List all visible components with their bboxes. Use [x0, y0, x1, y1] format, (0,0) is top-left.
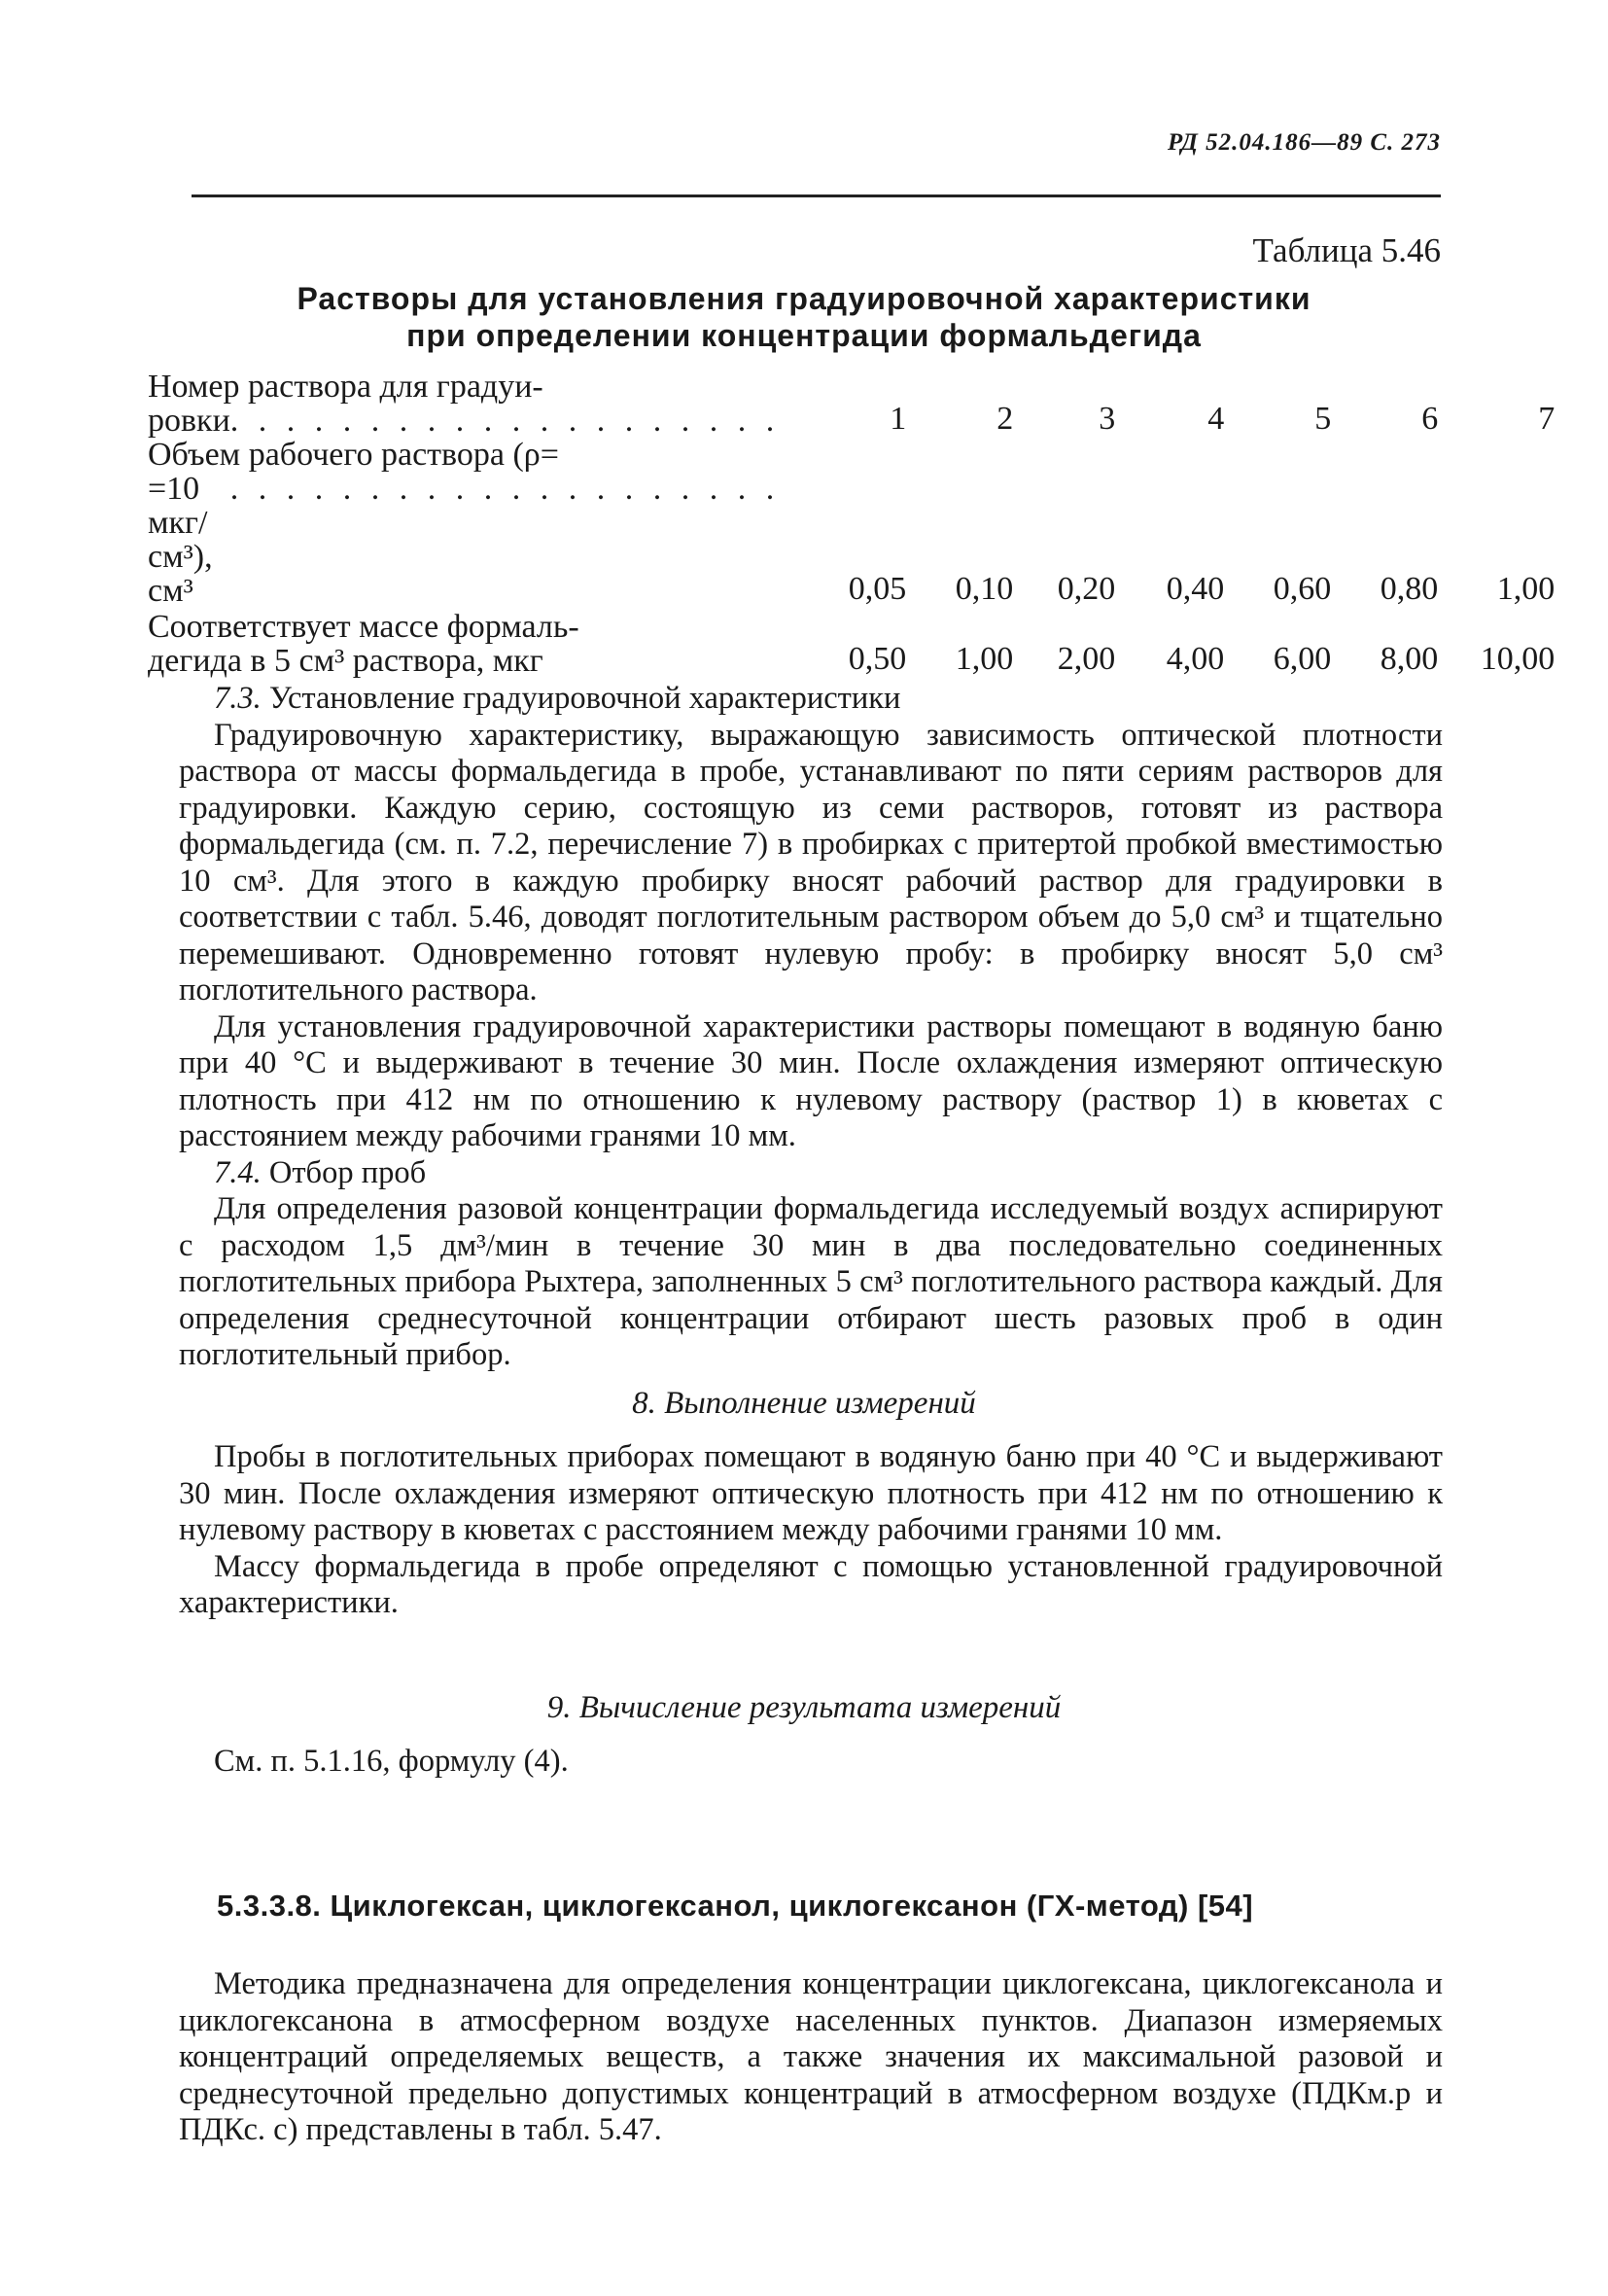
- table-cell: 6: [1421, 401, 1439, 437]
- table-row-label: [148, 438, 780, 608]
- section-5-3-3-8-paragraph-1: Методика предназначена для определения концентрации циклогексана, циклогексанола и циклогексанона в атмосферном воздухе населенных пунктов. Диапазон измеряемых концентраций определяемых веществ, а также значения их максимальной разовой и среднесуточной предельно допустимых концентраций в атмосферном воздухе (ПДКм.р и ПДКс. с) представлены в табл. 5.47.: [179, 1966, 1443, 2147]
- table-row: [148, 608, 1555, 678]
- table-cell: 10,00: [1480, 641, 1556, 677]
- section-7-4-paragraph-1: Для определения разовой концентрации формальдегида исследуемый воздух аспирируют с расходом 1,5 дм³/мин в течение 30 мин в два последовательно соединенных поглотительных прибора Рыхтера, заполненных 5 см³ поглотительного раствора каждый. Для определения среднесуточной концентрации отбирают шесть разовых проб в один поглотительный прибор.: [179, 1191, 1443, 1372]
- table-cell: 4,00: [1166, 641, 1225, 677]
- header-rule: [192, 194, 1441, 197]
- table-cell: 0,40: [1166, 571, 1225, 607]
- section-5-3-3-8-heading: 5.3.3.8. Циклогексан, циклогексанол, циклогексанон (ГХ-метод) [54]: [217, 1889, 1254, 1923]
- section-7-3-paragraph-1: Градуировочную характеристику, выражающую зависимость оптической плотности раствора от массы формальдегида в пробе, устанавливают по пяти сериям растворов для градуировки. Каждую серию, состоящую из семи растворов, готовят из раствора формальдегида (см. п. 7.2, перечисление 7) в пробирках с притертой пробкой вместимостью 10 см³. Для этого в каждую пробирку вносят рабочий раствор для градуировки в соответствии с табл. 5.46, доводят поглотительным раствором объем до 5,0 см³ и тщательно перемешивают. Одновременно готовят нулевую пробу: в пробирку вносят 5,0 см³ поглотительного раствора.: [179, 717, 1443, 1007]
- table-number: Таблица 5.46: [1252, 231, 1441, 269]
- table-row-label-line1: Объем рабочего раствора (ρ=: [148, 437, 559, 473]
- section-8-paragraph-2: Массу формальдегида в пробе определяют с помощью установленной градуировочной характеристики.: [179, 1548, 1443, 1620]
- section-9-heading: 9. Вычисление результата измерений: [546, 1690, 1062, 1725]
- calibration-table: [148, 368, 1555, 678]
- table-cell: 1: [890, 401, 907, 437]
- section-8-paragraph-1: Пробы в поглотительных приборах помещают в водяную баню при 40 °С и выдерживают 30 мин. После охлаждения измеряют оптическую плотность при 412 нм по отношению к нулевому раствору в кюветах с расстоянием между рабочими гранями 10 мм.: [179, 1439, 1443, 1547]
- table-cell: 1,00: [955, 641, 1014, 677]
- section-8: [179, 1439, 1443, 1622]
- section-7-3-paragraph-2: Для установления градуировочной характеристики растворы помещают в водяную баню при 40 °С и выдерживают в течение 30 мин. После охлаждения измеряют оптическую плотность при 412 нм по отношению к нулевому раствору (раствор 1) в кюветах с расстоянием между рабочими гранями 10 мм.: [179, 1008, 1443, 1153]
- table-row-label: [148, 608, 780, 678]
- table-cell: 2: [996, 401, 1014, 437]
- table-cell: 1,00: [1496, 571, 1556, 607]
- table-row-label-line2: =10 мкг/см³), см³: [148, 471, 213, 609]
- leader-dots: . . . . . . . . . . . . . . . . . . . .: [229, 403, 781, 439]
- table-cell: 0,05: [848, 571, 907, 607]
- table-row: [148, 368, 1555, 438]
- table-row: [148, 438, 1555, 608]
- section-7-3-title: Установление градуировочной характеристики: [268, 681, 901, 716]
- table-cell: 4: [1207, 401, 1225, 437]
- table-row-label-line2: дегида в 5 см³ раствора, мкг: [148, 643, 543, 679]
- table-cell: 0,80: [1380, 571, 1439, 607]
- section-5-3-3-8: [179, 1966, 1443, 2149]
- section-7-4-title: Отбор проб: [268, 1154, 427, 1190]
- table-cell: 0,20: [1057, 571, 1116, 607]
- table-row-label: [148, 368, 780, 438]
- table-cell: 0,10: [955, 571, 1014, 607]
- table-cell: 0,60: [1273, 571, 1332, 607]
- table-cell: 2,00: [1057, 641, 1116, 677]
- section-9: [179, 1744, 1443, 1781]
- table-caption-line1: Растворы для установления градуировочной характеристики: [297, 281, 1311, 316]
- table-cell: 3: [1099, 401, 1116, 437]
- leader-dots: . . . . . . . . . . . . . . . . . . . .: [229, 471, 781, 507]
- table-cell: 6,00: [1273, 641, 1332, 677]
- table-row-label-line2: ровки: [148, 403, 230, 439]
- table-cell: 5: [1314, 401, 1332, 437]
- table-caption-line2: при определении концентрации формальдегида: [406, 318, 1202, 353]
- section-9-paragraph-1: См. п. 5.1.16, формулу (4).: [214, 1744, 569, 1779]
- table-cell: 8,00: [1380, 641, 1439, 677]
- table-cell: 0,50: [848, 641, 907, 677]
- section-8-heading: 8. Выполнение измерений: [632, 1386, 976, 1421]
- section-7-3: [179, 681, 1443, 1374]
- page-header-ref: РД 52.04.186—89 С. 273: [1167, 129, 1441, 156]
- leader-dots: [543, 644, 781, 678]
- table-row-label-line1: Номер раствора для градуи-: [148, 369, 543, 405]
- section-7-3-number: 7.3.: [214, 681, 262, 716]
- section-7-4-number: 7.4.: [214, 1154, 262, 1190]
- table-row-label-line1: Соответствует массе формаль-: [148, 609, 579, 645]
- table-caption: [0, 280, 1608, 354]
- table-cell: 7: [1538, 401, 1556, 437]
